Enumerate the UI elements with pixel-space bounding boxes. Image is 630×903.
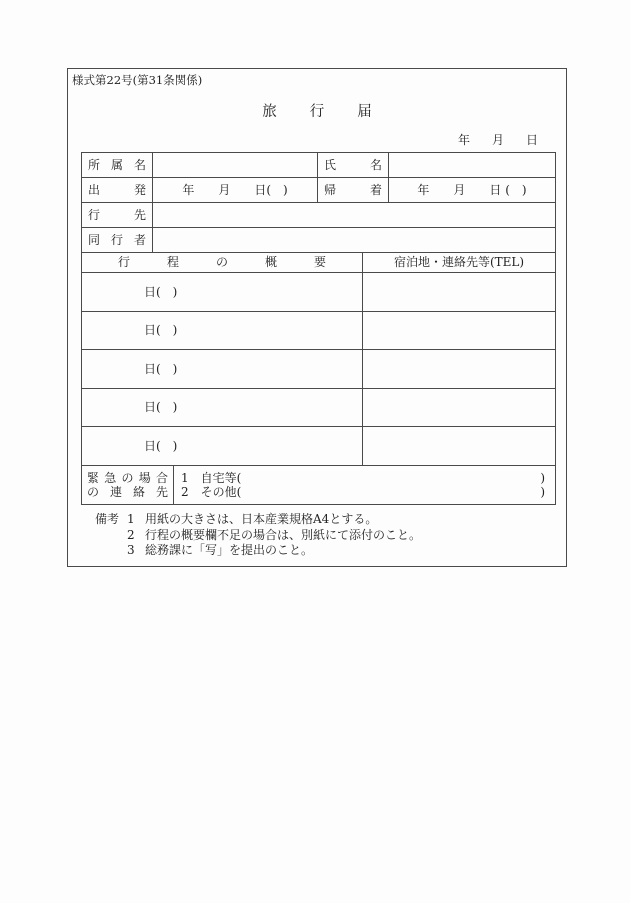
return-date-cell: 年 月 日 ( ) (389, 178, 555, 203)
form-number: 様式第22号(第31条関係) (72, 73, 203, 87)
remark-item (127, 543, 421, 559)
return-label-cell: 帰着 (318, 178, 389, 203)
companions-value-cell (153, 228, 555, 253)
lodging-header-cell: 宿泊地・連絡先等(TEL) (363, 253, 555, 273)
itinerary-day-cell: 日( ) (82, 312, 363, 350)
lodging-value-cell (363, 350, 555, 389)
name-label-cell: 氏名 (318, 153, 389, 178)
remark-text: 総務課に「写」を提出のこと。 (145, 543, 314, 557)
departure-date-cell: 年 月 日( ) (153, 178, 318, 203)
lodging-value-cell (363, 312, 555, 350)
form-title (67, 100, 567, 121)
emergency-home-line (174, 471, 555, 485)
companions-label-cell: 同行者 (82, 228, 153, 253)
form-title-text: 旅行届 (262, 104, 405, 120)
remarks (95, 512, 421, 559)
remark-item (127, 512, 421, 528)
remark-text: 行程の概要欄不足の場合は、別紙にて添付のこと。 (145, 527, 422, 542)
destination-value-cell (153, 203, 555, 228)
destination-label-cell: 行先 (82, 203, 153, 228)
remark-item (127, 528, 421, 544)
remark-number: 3 (127, 543, 135, 557)
form-table (81, 152, 556, 505)
name-value-cell (389, 153, 555, 178)
remarks-heading: 備考 (95, 512, 120, 526)
emergency-label-line2: の連絡先 (87, 485, 168, 499)
itinerary-day-cell: 日( ) (82, 350, 363, 389)
emergency-label-line1: 緊急の場合 (87, 471, 168, 485)
date-line: 年月日 (458, 133, 561, 147)
emergency-label-cell (82, 466, 174, 504)
lodging-value-cell (363, 389, 555, 427)
lodging-value-cell (363, 427, 555, 466)
remark-number: 2 (127, 527, 135, 542)
itinerary-day-cell: 日( ) (82, 389, 363, 427)
emergency-other-line (174, 485, 555, 499)
emergency-contacts-cell (174, 466, 555, 504)
itinerary-day-cell: 日( ) (82, 273, 363, 312)
itinerary-day-cell: 日( ) (82, 427, 363, 466)
emergency-other-suffix: ) (540, 485, 545, 499)
affiliation-value-cell (153, 153, 318, 178)
remark-text: 用紙の大きさは、日本産業規格A4とする。 (145, 512, 378, 526)
lodging-value-cell (363, 273, 555, 312)
emergency-home-prefix: 1 自宅等( (181, 471, 242, 485)
emergency-home-suffix: ) (540, 471, 545, 485)
remark-number: 1 (127, 512, 135, 526)
itinerary-header-cell: 行程の概要 (82, 253, 363, 273)
departure-label-cell: 出発 (82, 178, 153, 203)
remarks-items (127, 512, 421, 559)
affiliation-label-cell: 所属名 (82, 153, 153, 178)
emergency-other-prefix: 2 その他( (181, 485, 242, 499)
